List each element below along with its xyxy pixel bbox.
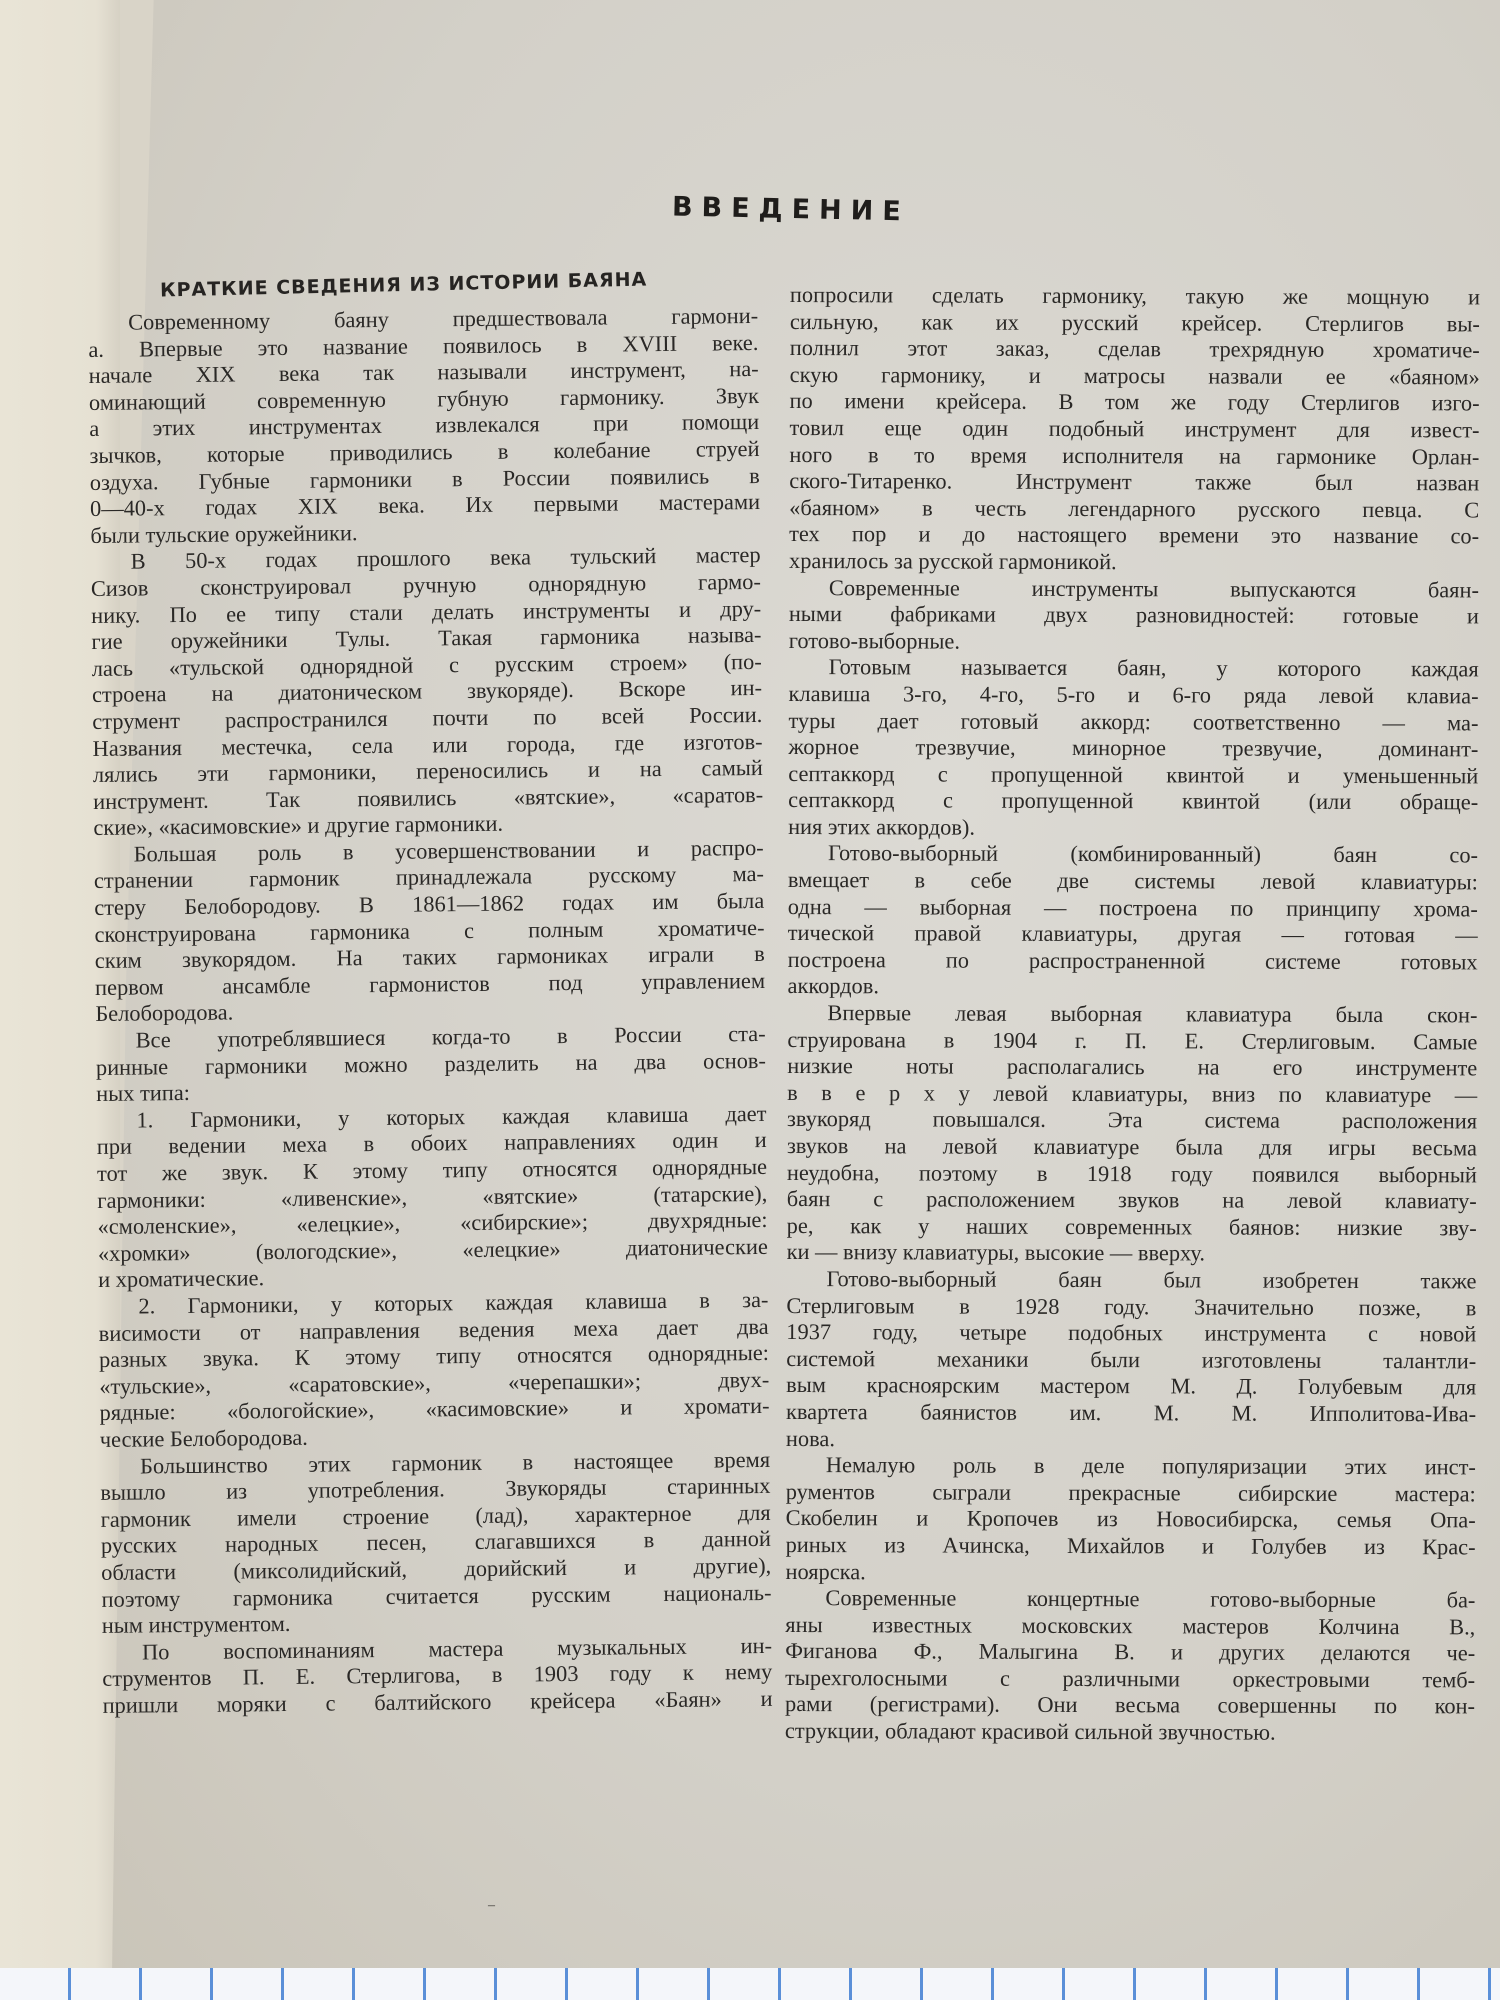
text-line: вышло из употребления. Звукоряды старинных xyxy=(100,1473,771,1506)
text-line: Сизов сконструировал ручную однорядную гармо- xyxy=(90,568,762,601)
text-line: По воспоминаниям мастера музыкальных ин- xyxy=(141,1632,773,1665)
paragraph xyxy=(787,840,1478,1002)
text-line: риных из Ачинска, Михайлов и Голубев из Крас- xyxy=(785,1531,1476,1560)
text-line: ческие Белобородова. xyxy=(99,1424,308,1452)
text-line: в в е р х у левой клавиатуры, вниз по клавиатуре — xyxy=(787,1079,1478,1108)
text-line: «тульские», «саратовские», «черепашки»; двух- xyxy=(99,1366,770,1399)
text-line: Названия местечка, села или города, где изготов- xyxy=(92,728,763,761)
text-line: Готово-выборный баян был изобретен также xyxy=(826,1266,1477,1294)
text-line: гармоники: «ливенские», «вятские» (татарские), xyxy=(97,1180,768,1213)
text-line: тех пор и до настоящего времени это название со- xyxy=(789,521,1480,549)
text-line: баян с расположением звуков на левой клавиату- xyxy=(786,1186,1477,1214)
text-line: первом ансамбле гармонистов под управлением xyxy=(94,967,766,1000)
text-line: Скобелин и Кропочев из Новосибирска, семья Опа- xyxy=(785,1505,1476,1533)
text-line: аккордов. xyxy=(787,973,880,999)
text-line: звукоряд повышался. Эта система расположения xyxy=(787,1106,1478,1134)
text-line: и хроматические. xyxy=(98,1265,265,1293)
text-line: 1937 году, четыре подобных инструмента с новой xyxy=(786,1319,1477,1347)
text-line: септаккорд с пропущенной квинтой и уменьшенный xyxy=(788,760,1479,789)
text-line: Готовым называется баян, у которого каждая xyxy=(828,654,1479,682)
text-line: а. Впервые это название появилось в XVIII веке. xyxy=(88,329,759,362)
paragraph xyxy=(786,1266,1477,1455)
text-line: Фиганова Ф., Малыгина В. и других делаются че- xyxy=(785,1638,1476,1666)
text-line: клавиша 3-го, 4-го, 5-го и 6-го ряда левой клавиа- xyxy=(788,680,1479,709)
text-line: ными фабриками двух разновидностей: готовые и xyxy=(788,601,1479,629)
text-line: струментов П. Е. Стерлигова, в 1903 году к нему xyxy=(102,1659,773,1692)
text-line: сконструирована гармоника с полным хроматиче- xyxy=(94,914,765,947)
text-line: звуков на левой клавиатуре была для игры весьма xyxy=(786,1132,1478,1161)
text-line: полнил этот заказ, сделав трехрядную хроматиче- xyxy=(789,335,1480,363)
text-line: ки — внизу клавиатуры, высокие — вверху. xyxy=(786,1239,1206,1266)
paragraph xyxy=(788,654,1479,843)
text-line: товил еще один подобный инструмент для извест- xyxy=(789,414,1480,443)
text-line: строена на диатоническом звукоряде). Вскоре ин- xyxy=(91,675,763,708)
text-line: области (миксолидийский, дорийский и другие), xyxy=(101,1552,772,1585)
text-line: неудобна, поэтому в 1918 году появился выборный xyxy=(786,1159,1477,1187)
page-heading: ВВЕДЕНИЕ xyxy=(671,191,911,228)
text-line: Готово-выборный (комбинированный) баян со- xyxy=(827,840,1479,868)
left-text-column xyxy=(88,303,773,1719)
text-line: 2. Гармоники, у которых каждая клавиша в за- xyxy=(138,1286,769,1319)
text-line: пришли моряки с балтийского крейсера «Баян» и xyxy=(102,1685,773,1718)
text-line: при ведении меха в обоих направлениях один и xyxy=(96,1127,767,1160)
text-line: низкие ноты располагались на его инструменте xyxy=(787,1053,1478,1081)
text-line: В 50-х годах прошлого века тульский мастер xyxy=(130,542,761,574)
text-line: странении гармоник принадлежала русскому ма- xyxy=(93,861,765,894)
text-line: одна — выборная — построена по принципу хрома- xyxy=(787,893,1478,922)
text-line: сильную, как их русский крейсер. Стерлигов вы- xyxy=(789,308,1480,337)
text-line: вым красноярским мастером М. Д. Голубевым для xyxy=(786,1372,1477,1400)
text-line: русских народных песен, слагавшихся в данной xyxy=(100,1526,772,1559)
text-line: тот же звук. К этому типу относятся однорядные xyxy=(96,1153,768,1186)
text-line: «баяном» в честь легендарного русского певца. С xyxy=(789,494,1480,523)
text-line: струирована в 1904 г. П. Е. Стерлиговым. Самые xyxy=(787,1026,1478,1055)
text-line: жорное трезвучие, минорное трезвучие, доминант- xyxy=(788,734,1479,762)
text-line: квартета баянистов им. М. М. Ипполитова-Ива- xyxy=(786,1398,1477,1427)
paragraph xyxy=(98,1287,770,1454)
section-subheading: КРАТКИЕ СВЕДЕНИЯ ИЗ ИСТОРИИ БАЯНА xyxy=(159,268,648,302)
text-line: лялись эти гармоники, переносились и на самый xyxy=(92,755,763,788)
text-line: 0—40-х годах XIX века. Их первыми мастерами xyxy=(89,489,761,522)
text-line: струкции, обладают красивой сильной звучностью. xyxy=(784,1718,1276,1745)
text-line: ным инструментом. xyxy=(101,1611,291,1639)
text-line: попросили сделать гармонику, такую же мощную и xyxy=(789,282,1480,310)
paragraph xyxy=(96,1021,767,1108)
text-line: оздуха. Губные гармоники в России появились в xyxy=(89,462,760,495)
text-line: ские», «касимовские» и другие гармоники. xyxy=(93,810,504,841)
text-line: тырехголосными с различными оркестровыми темб- xyxy=(785,1664,1476,1693)
text-line: туры дает готовый аккорд: соответственно — ма- xyxy=(788,707,1479,735)
text-line: нику. По ее типу стали делать инструменты и дру- xyxy=(91,595,762,628)
paragraph xyxy=(96,1101,768,1294)
text-line: яны известных московских мастеров Колчина В., xyxy=(785,1611,1476,1640)
text-line: Большинство этих гармоник в настоящее время xyxy=(139,1446,771,1479)
right-text-column xyxy=(785,282,1480,1747)
text-line: зычков, которые приводились в колебание струей xyxy=(89,435,760,468)
grid-paper-background xyxy=(0,1968,1500,2000)
text-line: Современному баяну предшествовала гармони- xyxy=(127,302,759,335)
text-line: ния этих аккордов). xyxy=(788,813,976,840)
text-line: были тульские оружейники. xyxy=(90,519,358,548)
text-line: поэтому гармоника считается русским националь- xyxy=(101,1579,772,1612)
text-line: 1. Гармоники, у которых каждая клавиша дает xyxy=(136,1100,767,1133)
text-line: ноярска. xyxy=(785,1558,866,1584)
paragraph xyxy=(102,1633,773,1720)
paragraph xyxy=(785,1452,1475,1587)
paragraph xyxy=(88,303,760,549)
paragraph xyxy=(100,1446,772,1639)
paragraph xyxy=(91,542,764,842)
text-line: Впервые левая выборная клавиатура была скон- xyxy=(827,1000,1478,1028)
text-line: начале XIX века так называли инструмент, на- xyxy=(88,356,759,389)
text-line: Стерлиговым в 1928 году. Значительно позже, в xyxy=(786,1292,1477,1320)
text-line: висимости от направления ведения меха дает два xyxy=(98,1313,769,1346)
text-line: Все употреблявшиеся когда-то в России ста- xyxy=(135,1020,766,1053)
text-line: ского-Титаренко. Инструмент также был назван xyxy=(789,468,1480,496)
text-line: ре, как у наших современных баянов: низкие зву- xyxy=(786,1212,1477,1241)
text-line: системой механики были изготовлены талантли- xyxy=(786,1345,1477,1374)
text-line: тической правой клавиатуры, другая — готовая — xyxy=(787,920,1478,948)
text-line: построена по распространенной системе готовых xyxy=(787,946,1478,975)
text-line: стеру Белобородову. В 1861—1862 годах им была xyxy=(94,888,765,921)
text-line: оминающий современную губную гармонику. Звук xyxy=(88,382,760,415)
text-line: септаккорд с пропущенной квинтой (или обраще- xyxy=(788,787,1479,815)
text-line: а этих инструментах извлекался при помощи xyxy=(89,409,760,442)
paragraph xyxy=(785,1585,1476,1747)
text-line: «хромки» (вологодские», «елецкие» диатонические xyxy=(97,1233,768,1266)
text-line: ного в то время исполнителя на гармонике Орлан- xyxy=(789,441,1480,469)
paragraph xyxy=(789,282,1480,577)
text-line: нова. xyxy=(785,1425,836,1451)
text-line: «смоленские», «елецкие», «сибирские»; двухрядные: xyxy=(97,1207,768,1240)
text-line: Белобородова. xyxy=(95,999,234,1027)
text-line: рядные: «бологойские», «касимовские» и хромати- xyxy=(99,1393,770,1426)
text-line: ским звукорядом. На таких гармониках играли в xyxy=(94,941,765,974)
text-line: гие оружейники Тулы. Такая гармоника называ- xyxy=(91,622,762,655)
text-line: гармоник имели строение (лад), характерное для xyxy=(100,1499,771,1532)
text-line: Большая роль в усовершенствовании и распро- xyxy=(133,834,764,867)
text-line: разных звука. К этому типу относятся однорядные: xyxy=(98,1340,770,1373)
text-line: скую гармонику, и матросы назвали ее «баяном» xyxy=(789,361,1480,390)
text-line: струмент распространился почти по всей России. xyxy=(92,701,763,734)
paragraph xyxy=(94,835,766,1028)
text-line: Современные инструменты выпускаются баян- xyxy=(828,574,1479,602)
text-line: Современные концертные готово-выборные ба- xyxy=(825,1585,1476,1613)
text-line: рументов сыграли прекрасные сибирские мастера: xyxy=(785,1478,1476,1507)
paragraph xyxy=(787,1000,1478,1268)
text-line: по имени крейсера. В том же году Стерлигов изго- xyxy=(789,388,1480,416)
text-line: лась «тульской однорядной с русским строем» (по- xyxy=(91,648,762,681)
text-line: Немалую роль в деле популяризации этих инст- xyxy=(825,1452,1476,1480)
text-line: рами (регистрами). Они весьма совершенны по кон- xyxy=(784,1691,1476,1719)
text-line: хранилось за русской гармоникой. xyxy=(788,547,1117,575)
text-line: ных типа: xyxy=(96,1080,191,1107)
paragraph xyxy=(789,575,1479,657)
page-mark: – xyxy=(488,1898,495,1913)
text-line: готово-выборные. xyxy=(788,627,961,654)
text-line: ринные гармоники можно разделить на два основ- xyxy=(95,1047,767,1080)
text-line: инструмент. Так появились «вятские», «саратов- xyxy=(93,781,764,814)
text-line: вмещает в себе две системы левой клавиатуры: xyxy=(787,867,1478,895)
